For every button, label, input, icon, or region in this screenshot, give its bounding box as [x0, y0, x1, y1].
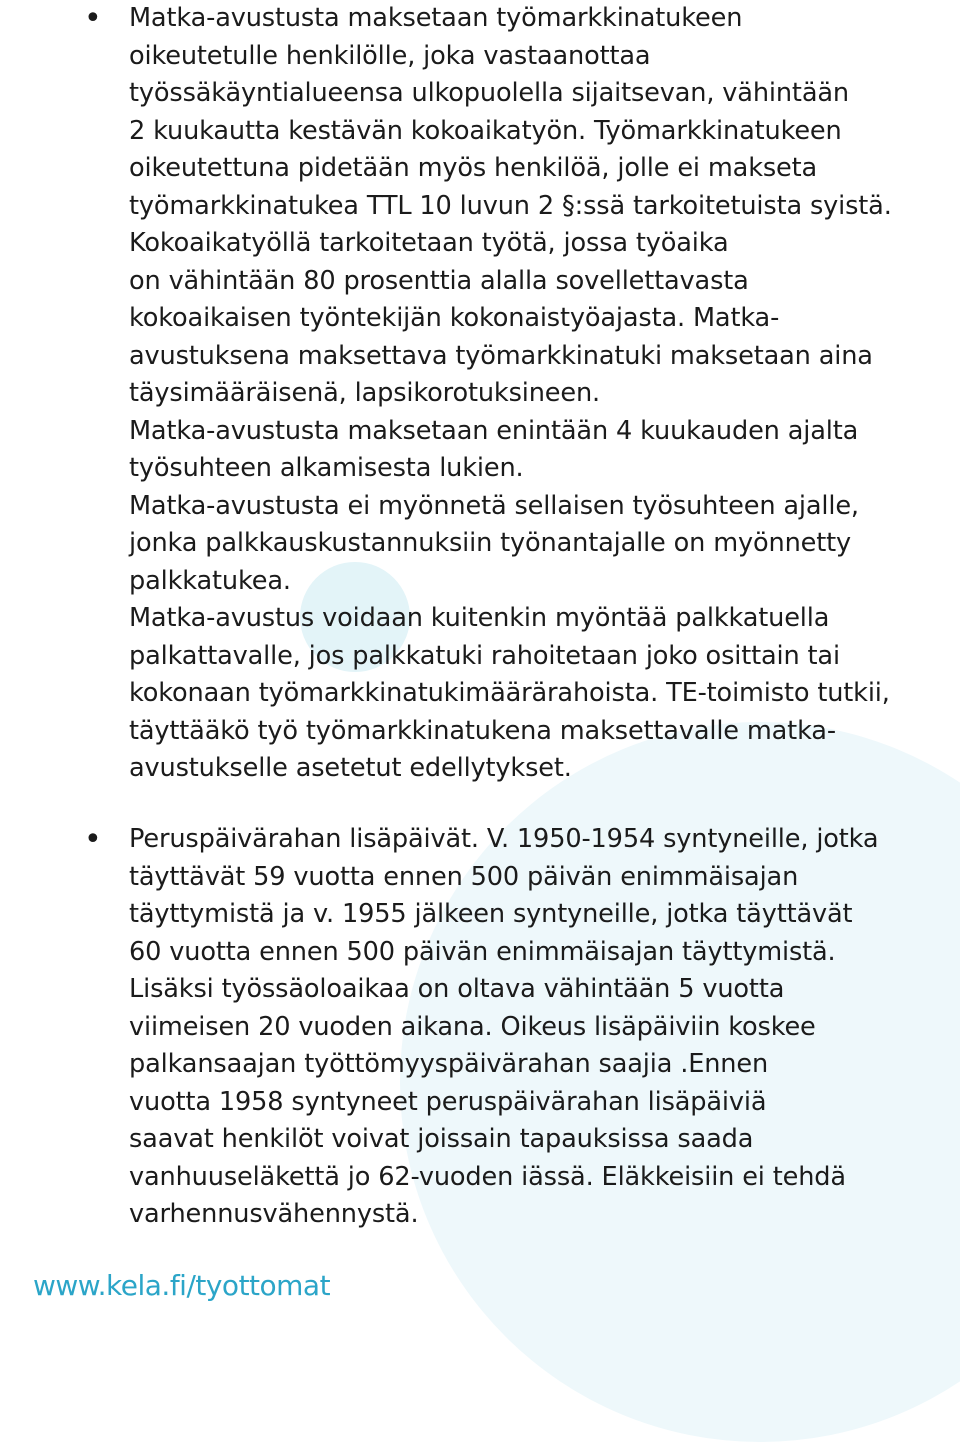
text-line: kokoaikaisen työntekijän kokonaistyöajasta. Matka-	[129, 303, 780, 333]
text-line: vanhuuseläkettä jo 62-vuoden iässä. Eläkkeisiin ei tehdä	[129, 1161, 846, 1192]
text-line: kokonaan työmarkkinatukimäärärahoista. TE-toimisto tutkii,	[129, 678, 890, 708]
text-line: Lisäksi työssäoloaikaa on oltava vähintään 5 vuotta	[129, 974, 785, 1004]
text-line: 60 vuotta ennen 500 päivän enimmäisajan täyttymistä.	[129, 936, 836, 967]
text-line: täyttääkö työ työmarkkinatukena maksettavalle matka-	[129, 715, 836, 746]
text-line: Matka-avustusta maksetaan työmarkkinatukeen	[129, 3, 743, 33]
text-line: jonka palkkauskustannuksiin työnantajalle on myönnetty	[129, 528, 851, 558]
text-line: Matka-avustusta ei myönnetä sellaisen työsuhteen ajalle,	[129, 490, 859, 521]
text-line: vuotta 1958 syntyneet peruspäivärahan lisäpäiviä	[129, 1086, 767, 1117]
bullet-icon: •	[84, 822, 102, 857]
text-line: palkansaajan työttömyyspäivärahan saajia .Ennen	[129, 1049, 769, 1079]
text-line: työsuhteen alkamisesta lukien.	[129, 453, 524, 483]
text-line: työmarkkinatukea TTL 10 luvun 2 §:ssä tarkoitetuista syistä.	[129, 190, 892, 221]
bullet-paragraph-travel-allowance	[129, 0, 944, 788]
text-line: työssäkäyntialueensa ulkopuolella sijaitsevan, vähintään	[129, 78, 849, 108]
text-line: Matka-avustus voidaan kuitenkin myöntää palkkatuella	[129, 603, 830, 633]
text-line: Matka-avustusta maksetaan enintään 4 kuukauden ajalta	[129, 415, 859, 446]
text-line: Kokoaikatyöllä tarkoitetaan työtä, jossa työaika	[129, 228, 729, 258]
text-line: varhennusvähennystä.	[129, 1199, 419, 1229]
text-line: täyttävät 59 vuotta ennen 500 päivän enimmäisajan	[129, 861, 799, 892]
bullet-paragraph-additional-days	[129, 821, 944, 1234]
text-line: Peruspäivärahan lisäpäivät. V. 1950-1954 syntyneille, jotka	[129, 824, 879, 854]
text-line: palkkatukea.	[129, 565, 291, 596]
text-line: avustuksena maksettava työmarkkinatuki maksetaan aina	[129, 340, 873, 371]
text-line: saavat henkilöt voivat joissain tapauksissa saada	[129, 1124, 754, 1154]
text-line: oikeutettuna pidetään myös henkilöä, jolle ei makseta	[129, 153, 818, 183]
text-line: täysimääräisenä, lapsikorotuksineen.	[129, 378, 601, 408]
text-line: palkattavalle, jos palkkatuki rahoitetaan joko osittain tai	[129, 640, 840, 671]
text-line: oikeutetulle henkilölle, joka vastaanottaa	[129, 40, 651, 71]
text-line: avustukselle asetetut edellytykset.	[129, 753, 572, 783]
text-line: täyttymistä ja v. 1955 jälkeen syntyneille, jotka täyttävät	[129, 899, 853, 929]
footer-website-link[interactable]: www.kela.fi/tyottomat	[33, 1269, 331, 1302]
text-line: on vähintään 80 prosenttia alalla sovellettavasta	[129, 265, 749, 296]
bullet-icon: •	[84, 1, 102, 36]
text-line: 2 kuukautta kestävän kokoaikatyön. Työmarkkinatukeen	[129, 115, 842, 146]
text-line: viimeisen 20 vuoden aikana. Oikeus lisäpäiviin koskee	[129, 1011, 816, 1042]
